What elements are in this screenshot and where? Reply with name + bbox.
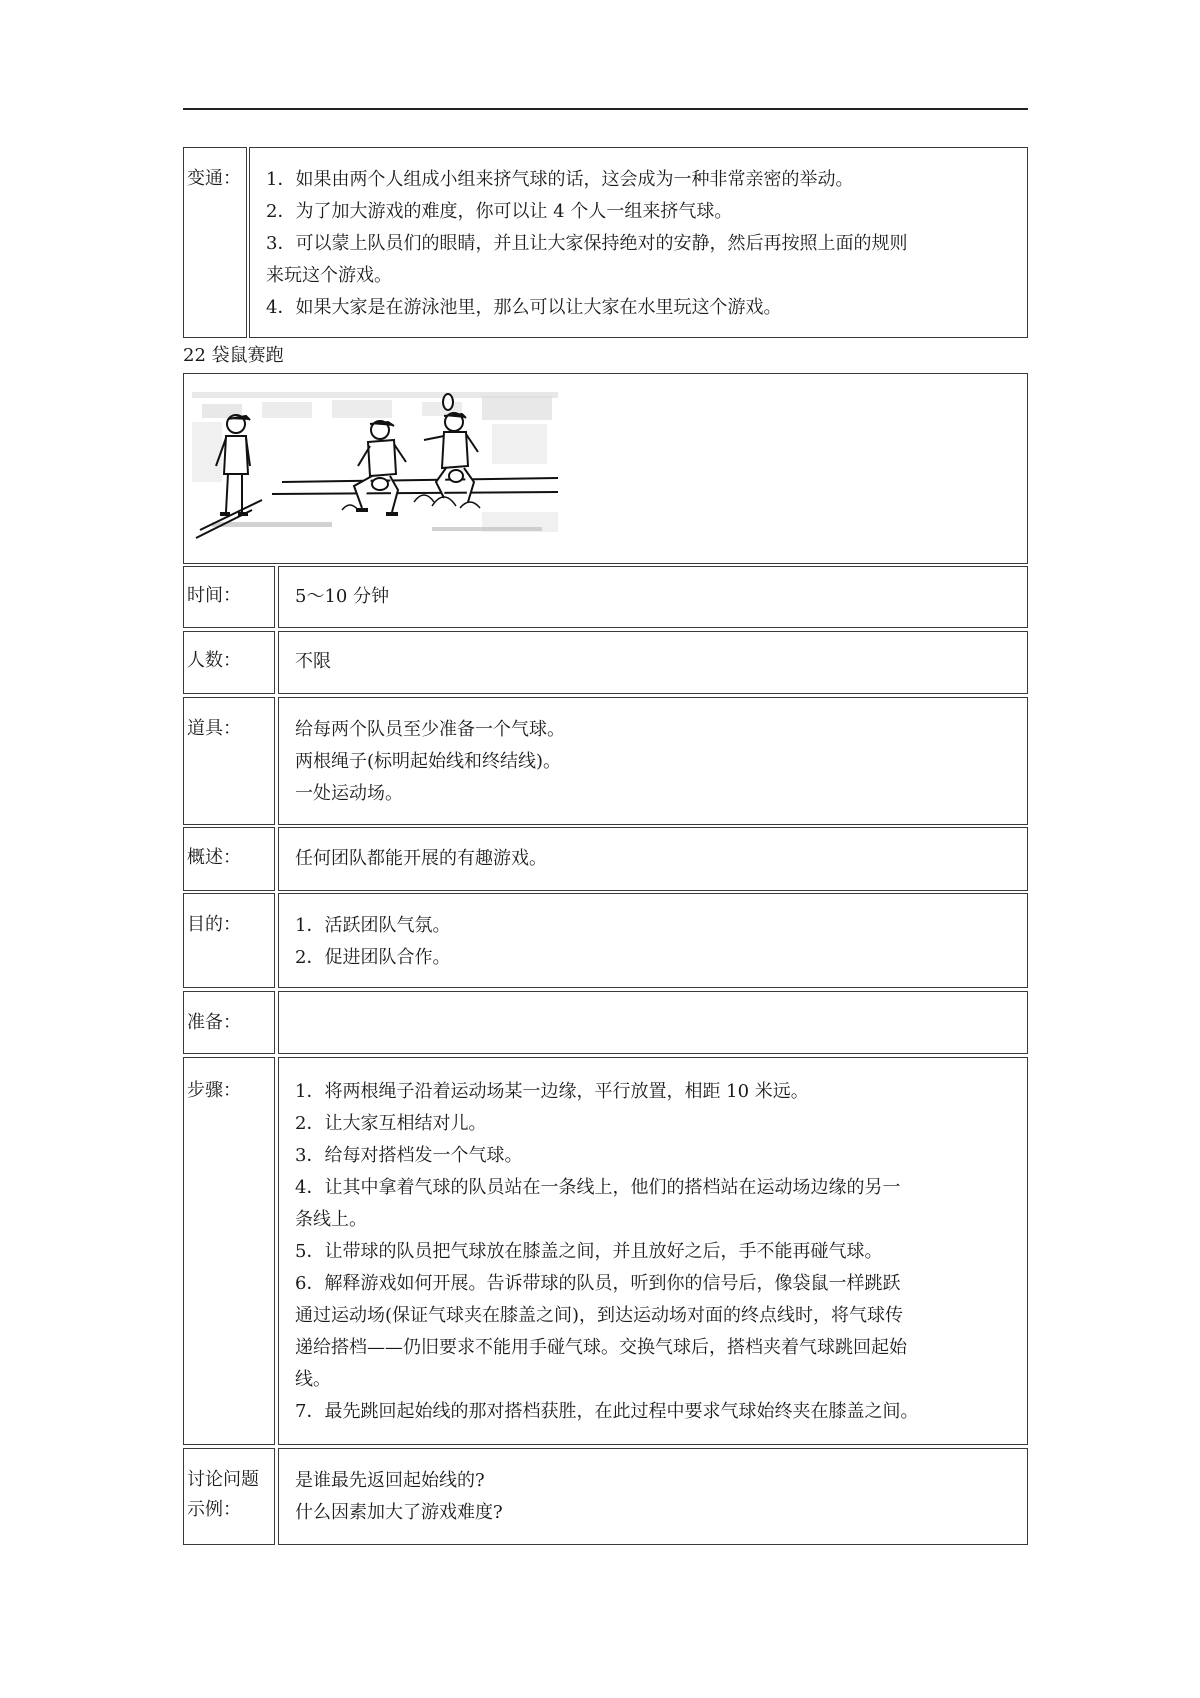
discussion-label-cell	[183, 1448, 275, 1545]
header-rule	[183, 108, 1028, 110]
purpose-content-cell	[278, 893, 1028, 988]
time-content-cell	[278, 566, 1028, 628]
preparation-label: 准备：	[187, 1012, 241, 1033]
purpose-row	[183, 893, 1028, 988]
people-label-cell	[183, 631, 275, 694]
overview-row	[183, 827, 1028, 891]
illustration-box	[183, 373, 1028, 564]
time-label-cell	[183, 566, 275, 628]
kangaroo-race-illustration	[192, 382, 558, 542]
variations-label-cell	[183, 147, 247, 338]
step-line: 3．给每对搭档发一个气球。	[295, 1145, 523, 1166]
step-line: 线。	[295, 1369, 331, 1390]
people-content-cell	[278, 631, 1028, 694]
props-item: 两根绳子(标明起始线和终结线)。	[295, 751, 562, 772]
purpose-label-cell	[183, 893, 275, 988]
props-content-cell	[278, 697, 1028, 825]
people-label: 人数：	[187, 650, 241, 671]
purpose-item: 2．促进团队合作。	[295, 947, 451, 968]
props-row	[183, 697, 1028, 825]
steps-content-cell	[278, 1057, 1028, 1445]
time-value: 5～10 分钟	[295, 586, 390, 607]
section-title: 22 袋鼠赛跑	[183, 345, 284, 366]
discussion-content-cell	[278, 1448, 1028, 1545]
step-line: 5．让带球的队员把气球放在膝盖之间，并且放好之后，手不能再碰气球。	[295, 1241, 883, 1262]
steps-row	[183, 1057, 1028, 1445]
preparation-content-cell	[278, 991, 1028, 1054]
overview-label: 概述：	[187, 847, 241, 868]
overview-value: 任何团队都能开展的有趣游戏。	[295, 848, 547, 869]
step-line: 递给搭档——仍旧要求不能用手碰气球。交换气球后，搭档夹着气球跳回起始	[295, 1337, 907, 1358]
variations-row	[183, 147, 1028, 338]
step-line: 通过运动场(保证气球夹在膝盖之间)，到达运动场对面的终点线时，将气球传	[295, 1305, 904, 1326]
variation-item: 1．如果由两个人组成小组来挤气球的话，这会成为一种非常亲密的举动。	[266, 169, 854, 190]
overview-label-cell	[183, 827, 275, 891]
discussion-label: 讨论问题	[187, 1469, 259, 1490]
preparation-label-cell	[183, 991, 275, 1054]
steps-label: 步骤：	[187, 1080, 241, 1101]
time-label: 时间：	[187, 585, 241, 606]
step-line: 6．解释游戏如何开展。告诉带球的队员，听到你的信号后，像袋鼠一样跳跃	[295, 1273, 901, 1294]
discussion-question: 是谁最先返回起始线的?	[295, 1470, 485, 1491]
variations-content-cell	[249, 147, 1028, 338]
people-value: 不限	[295, 651, 331, 672]
props-label-cell	[183, 697, 275, 825]
variations-list	[266, 164, 1019, 324]
variation-item: 来玩这个游戏。	[266, 265, 392, 286]
props-item: 一处运动场。	[295, 783, 403, 804]
discussion-question: 什么因素加大了游戏难度?	[295, 1502, 503, 1523]
variation-item: 2．为了加大游戏的难度，你可以让 4 个人一组来挤气球。	[266, 201, 733, 222]
preparation-row	[183, 991, 1028, 1054]
step-line: 7．最先跳回起始线的那对搭档获胜，在此过程中要求气球始终夹在膝盖之间。	[295, 1401, 919, 1422]
variations-label: 变通：	[187, 168, 241, 189]
time-row	[183, 566, 1028, 628]
props-label: 道具：	[187, 718, 241, 739]
step-line: 4．让其中拿着气球的队员站在一条线上，他们的搭档站在运动场边缘的另一	[295, 1177, 901, 1198]
steps-label-cell	[183, 1057, 275, 1445]
discussion-row	[183, 1448, 1028, 1545]
purpose-label: 目的：	[187, 914, 241, 935]
step-line: 2．让大家互相结对儿。	[295, 1113, 487, 1134]
purpose-item: 1．活跃团队气氛。	[295, 915, 451, 936]
step-line: 条线上。	[295, 1209, 367, 1230]
step-line: 1．将两根绳子沿着运动场某一边缘，平行放置，相距 10 米远。	[295, 1081, 809, 1102]
overview-content-cell	[278, 827, 1028, 891]
people-row	[183, 631, 1028, 694]
variation-item: 3．可以蒙上队员们的眼睛，并且让大家保持绝对的安静，然后再按照上面的规则	[266, 233, 908, 254]
discussion-label: 示例：	[187, 1499, 241, 1520]
variation-item: 4．如果大家是在游泳池里，那么可以让大家在水里玩这个游戏。	[266, 297, 782, 318]
props-item: 给每两个队员至少准备一个气球。	[295, 719, 565, 740]
